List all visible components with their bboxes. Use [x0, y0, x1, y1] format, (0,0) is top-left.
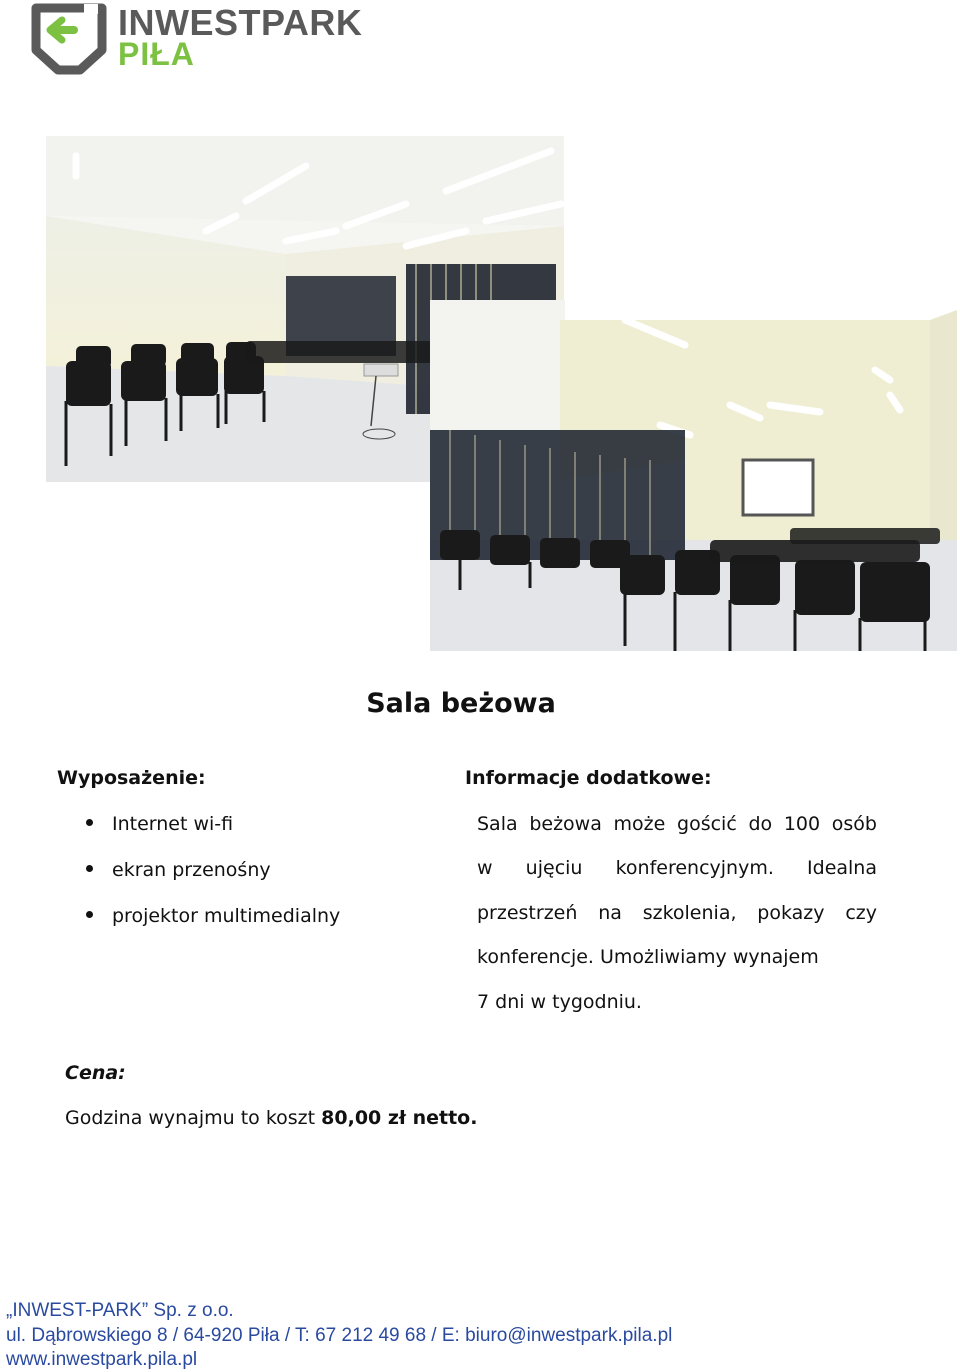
- price-heading: Cena:: [65, 1062, 126, 1084]
- info-text-line: przestrzeń na szkolenia, pokazy czy: [477, 902, 877, 924]
- equipment-item: [86, 859, 271, 881]
- info-text-line: konferencje. Umożliwiamy wynajem: [477, 946, 819, 968]
- info-text-line: 7 dni w tygodniu.: [477, 991, 642, 1013]
- equipment-heading: Wyposażenie:: [57, 767, 206, 789]
- equipment-item-label: ekran przenośny: [112, 859, 271, 881]
- footer-website-link[interactable]: www.inwestpark.pila.pl: [6, 1349, 198, 1370]
- equipment-item-label: projektor multimedialny: [112, 905, 341, 927]
- bullet-icon: [86, 819, 93, 826]
- equipment-item-label: Internet wi-fi: [112, 813, 234, 835]
- info-text-line: Sala beżowa może gościć do 100 osób: [477, 813, 877, 835]
- price-amount: 80,00 zł netto.: [321, 1107, 478, 1129]
- footer-address: ul. Dąbrowskiego 8 / 64-920 Piła / T: 67 212 49 68 / E: biuro@inwestpark.pila.pl: [6, 1325, 673, 1346]
- equipment-item: [86, 813, 233, 835]
- page-title: Sala beżowa: [366, 688, 556, 719]
- logo-emblem-icon: [28, 0, 118, 76]
- equipment-item: [86, 905, 340, 927]
- info-text-line: w ujęciu konferencyjnym. Idealna: [477, 857, 877, 879]
- info-heading: Informacje dodatkowe:: [465, 767, 712, 789]
- bullet-icon: [86, 911, 93, 918]
- logo-text-pila: PIŁA: [118, 36, 195, 72]
- logo-text-inwestpark: INWESTPARK: [118, 2, 363, 43]
- price-text-prefix: Godzina wynajmu to koszt: [65, 1107, 322, 1129]
- footer-company: „INWEST-PARK” Sp. z o.o.: [6, 1300, 234, 1321]
- room-photo-2: [430, 300, 957, 651]
- price-text: [65, 1107, 477, 1129]
- bullet-icon: [86, 865, 93, 872]
